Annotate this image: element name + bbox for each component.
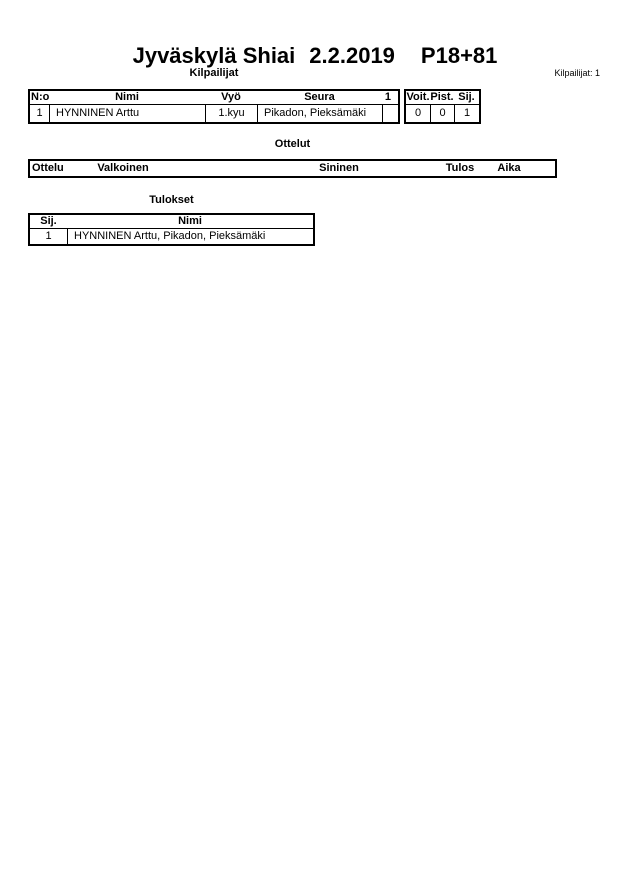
results-table [28,213,315,246]
event-date: 2.2.2019 [309,43,395,68]
competitor-row [30,104,398,122]
results-section-title: Tulokset [149,194,194,206]
column-header-placement: Sij. [458,91,475,103]
column-header-place: Sij. [40,215,57,227]
stats-header-row [406,91,479,104]
competitor-number: 1 [36,107,43,119]
competitors-table [28,89,400,124]
competitor-points: 0 [430,105,454,122]
competitor-club: Pikadon, Pieksämäki [257,105,382,122]
competitor-belt: 1.kyu [205,105,257,122]
results-header-row [30,215,313,228]
page-title [0,43,630,69]
column-header-club: Seura [304,91,335,103]
column-header-belt: Vyö [221,91,241,103]
weight-category: P18+81 [420,43,498,68]
column-header-points: Pist. [430,91,454,103]
column-header-pool: 1 [384,91,391,103]
column-header-blue: Sininen [319,162,359,174]
stats-row [406,104,479,122]
competitors-section-title: Kilpailijat [189,67,239,79]
competitors-table-header-row [30,91,398,104]
column-header-time: Aika [497,162,521,174]
result-place: 1 [45,230,52,242]
column-header-name: Nimi [115,91,139,103]
competitors-count: Kilpailijat: 1 [554,68,600,78]
matches-table [28,159,557,178]
results-row [30,228,313,244]
competitor-wins: 0 [414,107,422,119]
column-header-match: Ottelu [32,162,64,174]
column-header-result-name: Nimi [178,215,202,227]
competitor-name: HYNNINEN Arttu [49,105,205,122]
column-header-white: Valkoinen [97,162,149,174]
column-header-result: Tulos [445,162,475,174]
competitor-placement: 1 [454,105,479,122]
matches-section-title: Ottelut [274,138,311,150]
competitor-pool-cell [382,105,398,122]
competitors-stats-table [404,89,481,124]
column-header-wins: Voit. [406,91,430,103]
column-header-no: N:o [31,91,49,103]
result-name: HYNNINEN Arttu, Pikadon, Pieksämäki [67,229,313,244]
event-name: Jyväskylä Shiai [132,43,296,68]
